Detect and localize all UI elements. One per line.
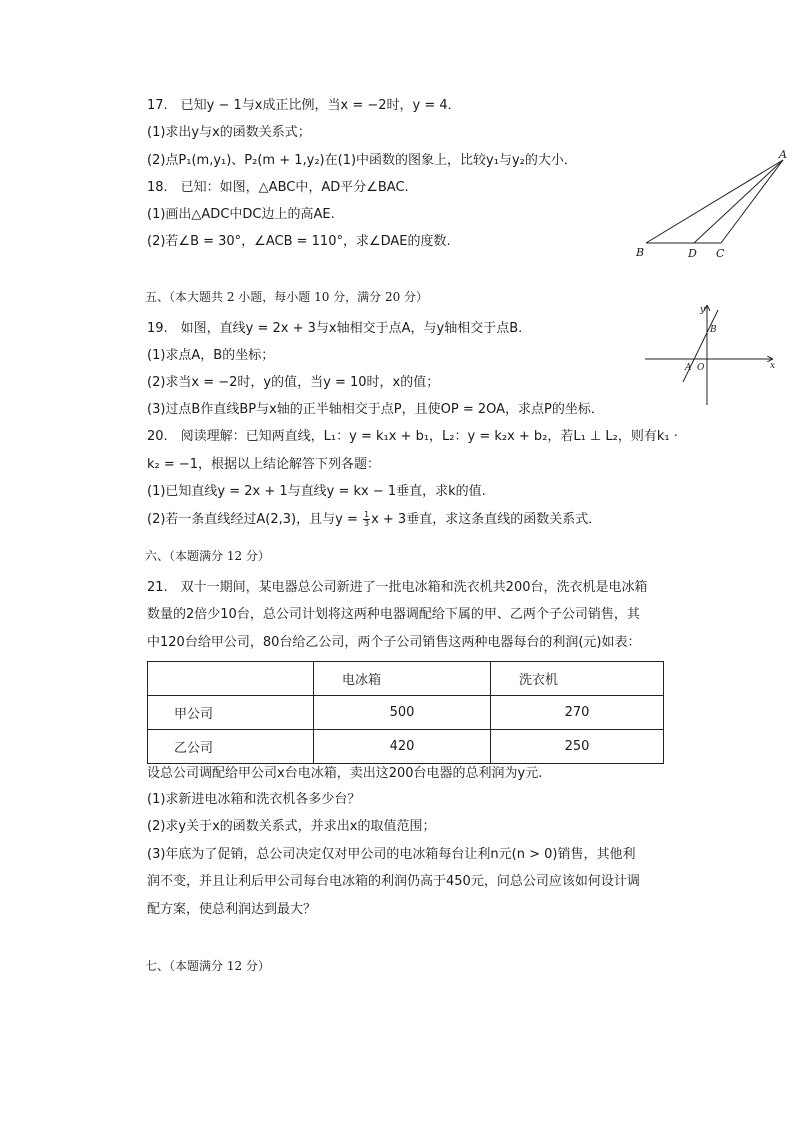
q21-line-9: 配方案，使总利润达到最大？ bbox=[147, 902, 317, 917]
q17-line-3: (2)点P₁(m,y₁)、P₂(m + 1,y₂)在(1)中函数的图象上，比较y₁与y₂的大小． bbox=[147, 153, 577, 168]
q21-line-2: 数量的2倍少10台，总公司计划将这两种电器调配给下属的甲、乙两个子公司销售，其 bbox=[147, 607, 640, 622]
fraction-denominator: 3 bbox=[363, 519, 370, 528]
q21-line-6: (2)求y关于x的函数关系式，并求出x的取值范围； bbox=[147, 819, 436, 834]
label-b: B bbox=[636, 246, 645, 259]
table-cell: 420 bbox=[314, 730, 491, 764]
section-7-title: 七、（本题满分 12 分） bbox=[145, 959, 270, 973]
q19-line-2: (1)求点A，B的坐标； bbox=[147, 348, 275, 363]
q21-line-7: (3)年底为了促销，总公司决定仅对甲公司的电冰箱每台让利n元(n > 0)销售，其他利 bbox=[147, 847, 636, 862]
q18-line-3: (2)若∠B = 30°，∠ACB = 110°，求∠DAE的度数. bbox=[147, 234, 451, 249]
q21-line-4: 设总公司调配给甲公司x台电冰箱，卖出这200台电器的总利润为y元. bbox=[147, 766, 543, 781]
q20-line-4-end: x + 3垂直，求这条直线的函数关系式． bbox=[371, 512, 602, 527]
table-header-row bbox=[148, 662, 664, 696]
q18-line-1: 18. 已知：如图，△ABC中，AD平分∠BAC. bbox=[147, 180, 409, 195]
origin-label: O bbox=[697, 363, 705, 373]
point-a-label: A bbox=[685, 363, 692, 373]
table-cell: 甲公司 bbox=[148, 696, 314, 730]
y-axis-label: y bbox=[700, 305, 706, 315]
q20-line-2: k₂ = −1，根据以上结论解答下列各题： bbox=[147, 457, 381, 472]
fraction-one-third bbox=[363, 511, 370, 528]
label-c: C bbox=[716, 247, 725, 260]
q21-line-5: (1)求新进电冰箱和洗衣机各多少台？ bbox=[147, 792, 361, 807]
q21-line-3: 中120台给甲公司，80台给乙公司，两个子公司销售这两种电器每台的利润(元)如表： bbox=[147, 635, 641, 650]
triangle-figure bbox=[628, 148, 792, 264]
q20-line-1: 20. 阅读理解：已知两直线，L₁：y = k₁x + b₁，L₂：y = k₂x + b₂，若L₁ ⊥ L₂，则有k₁ · bbox=[147, 429, 678, 444]
x-axis-label: x bbox=[770, 361, 776, 371]
q20-line-3: (1)已知直线y = 2x + 1与直线y = kx − 1垂直，求k的值. bbox=[147, 484, 486, 499]
table-header-cell bbox=[148, 662, 314, 696]
q17-line-1: 17. 已知y − 1与x成正比例，当x = −2时，y = 4． bbox=[147, 98, 461, 113]
table-row bbox=[148, 730, 664, 764]
q21-line-8: 润不变，并且让利后甲公司每台电冰箱的利润仍高于450元，问总公司应该如何设计调 bbox=[147, 874, 640, 889]
table-cell: 500 bbox=[314, 696, 491, 730]
side-ab bbox=[646, 160, 783, 243]
fraction-numerator: 1 bbox=[363, 510, 370, 519]
table-header-cell: 电冰箱 bbox=[314, 662, 491, 696]
section-6-title: 六、（本题满分 12 分） bbox=[145, 549, 270, 563]
section-5-title: 五、（本大题共 2 小题，每小题 10 分，满分 20 分） bbox=[145, 290, 429, 304]
coordinate-figure bbox=[640, 300, 780, 410]
table-header-cell: 洗衣机 bbox=[491, 662, 664, 696]
side-ac bbox=[721, 160, 783, 243]
q18-line-2: (1)画出△ADC中DC边上的高AE. bbox=[147, 207, 335, 222]
table-cell: 乙公司 bbox=[148, 730, 314, 764]
table-cell: 250 bbox=[491, 730, 664, 764]
q19-line-4: (3)过点B作直线BP与x轴的正半轴相交于点P，且使OP = 2OA，求点P的坐标． bbox=[147, 402, 604, 417]
label-a: A bbox=[779, 148, 787, 161]
q20-line-4 bbox=[147, 510, 601, 530]
table-row bbox=[148, 696, 664, 730]
q17-line-2: (1)求出y与x的函数关系式； bbox=[147, 125, 311, 140]
q21-line-1: 21. 双十一期间，某电器总公司新进了一批电冰箱和洗衣机共200台，洗衣机是电冰箱 bbox=[147, 580, 648, 595]
q19-line-1: 19. 如图，直线y = 2x + 3与x轴相交于点A，与y轴相交于点B. bbox=[147, 321, 523, 336]
label-d: D bbox=[688, 247, 697, 260]
table-cell: 270 bbox=[491, 696, 664, 730]
profit-table bbox=[147, 661, 664, 764]
q19-line-3: (2)求当x = −2时，y的值，当y = 10时，x的值； bbox=[147, 375, 440, 390]
point-b-label: B bbox=[710, 325, 717, 335]
q20-line-4-start: (2)若一条直线经过A(2,3)，且与y = bbox=[147, 512, 362, 527]
bisector-ad bbox=[694, 160, 783, 243]
